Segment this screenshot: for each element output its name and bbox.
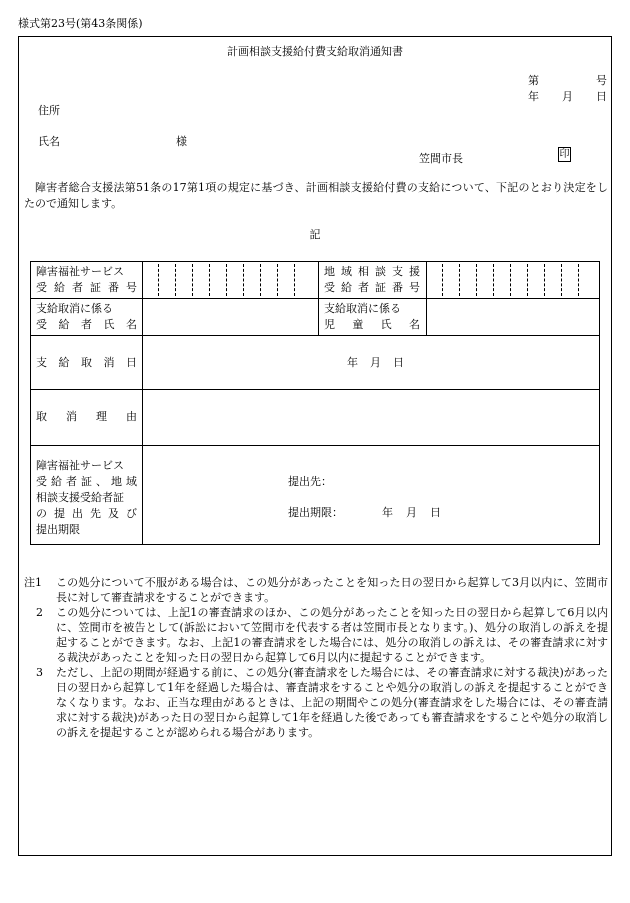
intro-paragraph: 障害者総合支援法第51条の17第1項の規定に基づき、計画相談支援給付費の支給について、下記のとおり決定をしたので通知します。 bbox=[24, 181, 608, 210]
note-3 bbox=[24, 665, 608, 740]
number-dai: 第 bbox=[528, 74, 539, 87]
cancellation-date-day: 日 bbox=[393, 356, 404, 369]
cancellation-date-month: 月 bbox=[370, 356, 381, 369]
community-certificate-number-label: 地域相談支援 受給者証番号 bbox=[324, 265, 420, 294]
digit-divider bbox=[243, 264, 244, 296]
digit-divider bbox=[192, 264, 193, 296]
ki-heading: 記 bbox=[309, 228, 321, 241]
service-certificate-number-label: 障害福祉サービス 受給者証番号 bbox=[36, 265, 137, 294]
note-text: この処分について不服がある場合は、この処分があったことを知った日の翌日から起算して3月以内に、笠間市長に対して審査請求をすることができます。 bbox=[56, 576, 608, 604]
digit-divider bbox=[277, 264, 278, 296]
issuer-name: 笠間市長 bbox=[419, 152, 463, 165]
note-2 bbox=[24, 605, 608, 665]
digit-divider bbox=[260, 264, 261, 296]
submission-deadline-label: 提出期限： bbox=[288, 506, 343, 519]
cancellation-reason-label: 取消理由 bbox=[36, 410, 137, 423]
note-1 bbox=[24, 575, 608, 605]
digit-divider bbox=[294, 264, 295, 296]
note-number: 注1 bbox=[24, 576, 42, 589]
digit-divider bbox=[544, 264, 545, 296]
column-line bbox=[426, 262, 427, 335]
digit-divider bbox=[442, 264, 443, 296]
deadline-day: 日 bbox=[430, 506, 441, 519]
submission-destination-label: 提出先： bbox=[288, 475, 332, 488]
date-year: 年 bbox=[528, 90, 539, 103]
digit-divider bbox=[226, 264, 227, 296]
cancellation-date-year: 年 bbox=[347, 356, 358, 369]
submission-info-label: 障害福祉サービス 受給者証、地域 相談支援受給者証 の提出先及び 提出期限 bbox=[36, 459, 137, 536]
digit-divider bbox=[561, 264, 562, 296]
details-table bbox=[30, 261, 600, 545]
digit-divider bbox=[527, 264, 528, 296]
digit-divider bbox=[158, 264, 159, 296]
digit-divider bbox=[510, 264, 511, 296]
row-line bbox=[31, 335, 599, 336]
note-number: 2 bbox=[36, 606, 43, 619]
row-line bbox=[31, 445, 599, 446]
column-line bbox=[142, 262, 143, 544]
digit-divider bbox=[459, 264, 460, 296]
cancellation-date-label: 支給取消日 bbox=[36, 356, 137, 369]
row-line bbox=[31, 389, 599, 390]
note-number: 3 bbox=[36, 666, 43, 679]
deadline-year: 年 bbox=[382, 506, 393, 519]
form-number: 様式第23号(第43条関係) bbox=[18, 17, 143, 30]
number-go: 号 bbox=[596, 74, 607, 87]
digit-divider bbox=[175, 264, 176, 296]
digit-divider bbox=[476, 264, 477, 296]
note-text: この処分については、上記1の審査請求のほか、この処分があったことを知った日の翌日から起算して6月以内に、笠間市を被告として(訴訟において笠間市を代表する者は笠間市長となります。)、処分の取消しの訴えを提起することができます。なお、上記1の審査請求をした場合には、処分の取消しの訴えは、その審査請求に対する裁決があったことを知った日の翌日から起算して6月以内に提起することができます。 bbox=[56, 606, 608, 664]
date-day: 日 bbox=[596, 90, 607, 103]
recipient-name-label: 支給取消に係る 受給者氏名 bbox=[36, 302, 137, 331]
document-title: 計画相談支援給付費支給取消通知書 bbox=[227, 45, 403, 58]
note-text: ただし、上記の期間が経過する前に、この処分(審査請求をした場合には、その審査請求に対する裁決)があった日の翌日から起算して1年を経過した場合は、審査請求をすることや処分の取消しの訴えを提起することができなくなります。なお、正当な理由があるときは、上記の期間やこの処分(審査請求をした場合には、その審査請求に対する裁決)があった日の翌日から起算して1年を経過した後であっても審査請求をすることや処分の取消しの訴えを提起することが認められる場合があります。 bbox=[56, 666, 608, 739]
digit-divider bbox=[493, 264, 494, 296]
honorific: 様 bbox=[176, 135, 187, 148]
digit-divider bbox=[578, 264, 579, 296]
address-label: 住所 bbox=[38, 104, 60, 117]
deadline-month: 月 bbox=[406, 506, 417, 519]
row-line bbox=[31, 298, 599, 299]
notes-section bbox=[24, 575, 608, 740]
seal-mark: 印 bbox=[559, 149, 570, 160]
name-label: 氏名 bbox=[38, 135, 60, 148]
date-month: 月 bbox=[562, 90, 573, 103]
child-name-label: 支給取消に係る 児童氏名 bbox=[324, 302, 420, 331]
digit-divider bbox=[209, 264, 210, 296]
column-line bbox=[318, 262, 319, 335]
